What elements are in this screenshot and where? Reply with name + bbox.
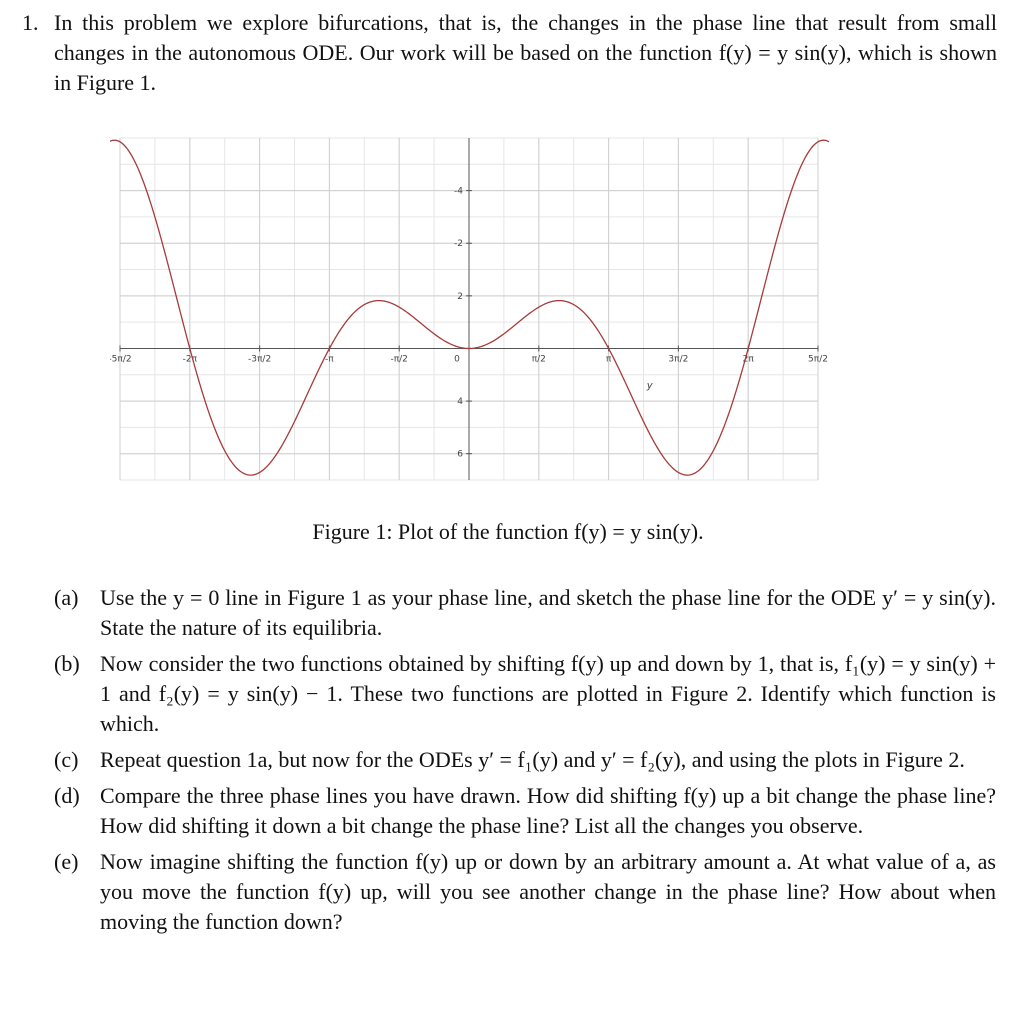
question-c (54, 745, 996, 775)
plot-svg (110, 128, 830, 490)
question-b (54, 649, 996, 739)
y-tick-label: -4 (454, 186, 463, 197)
y-tick-label: 6 (457, 449, 463, 460)
x-tick-label: 0 (454, 354, 460, 365)
x-tick-label: -5π/2 (110, 354, 132, 365)
problem-number: 1. (22, 10, 39, 35)
x-tick-label: 2π (742, 354, 754, 365)
question-a (54, 583, 996, 643)
x-tick-label: π (605, 354, 612, 365)
problem-intro: In this problem we explore bifurcations, that is, the changes in the phase line that result from small changes in the autonomous ODE. Our work will be based on the function f(y) = y sin(y), which is shown in Figure 1. (54, 10, 997, 95)
question-d (54, 781, 996, 841)
y-tick-label: 4 (457, 397, 463, 408)
problem-statement (22, 8, 997, 98)
x-tick-label: -π/2 (390, 354, 408, 365)
x-tick-label: π/2 (531, 354, 546, 365)
question-label: (c) (54, 747, 79, 772)
y-tick-labels (454, 187, 463, 460)
question-label: (a) (54, 585, 79, 610)
question-label: (e) (54, 849, 79, 874)
x-tick-label: -π (325, 354, 334, 365)
question-text: Now consider the two functions obtained by shifting f(y) up and down by 1, that is, f₁(y) = y sin(y) + 1 and f₂(y) = y sin(y) − 1. These two functions are plotted in Figure 2. Identify which function is which. (100, 651, 996, 736)
question-label: (d) (54, 783, 80, 808)
question-e (54, 847, 996, 937)
question-text: Compare the three phase lines you have drawn. How did shifting f(y) up a bit change the phase line? How did shifting it down a bit change the phase line? List all the changes you observe. (100, 783, 996, 838)
x-tick-label: 5π/2 (808, 354, 828, 365)
y-tick-label: 2 (457, 291, 463, 302)
question-text: Now imagine shifting the function f(y) up or down by an arbitrary amount a. At what value of a, as you move the function f(y) up, will you see another change in the phase line? How about when moving the function down? (100, 849, 996, 934)
question-text: Repeat question 1a, but now for the ODEs y′ = f₁(y) and y′ = f₂(y), and using the plots in Figure 2. (100, 747, 965, 772)
question-list (54, 583, 996, 943)
x-tick-label: -3π/2 (248, 354, 272, 365)
figure-1-plot (110, 128, 830, 490)
y-tick-label: -2 (454, 239, 463, 250)
question-text: Use the y = 0 line in Figure 1 as your phase line, and sketch the phase line for the ODE y′ = y sin(y). State the nature of its equilibria. (100, 585, 996, 640)
x-tick-label: -2π (182, 354, 198, 365)
question-label: (b) (54, 651, 80, 676)
x-tick-label: 3π/2 (668, 354, 689, 365)
figure-caption: Figure 1: Plot of the function f(y) = y sin(y). (312, 519, 704, 544)
axis-label-y: y (646, 380, 653, 392)
